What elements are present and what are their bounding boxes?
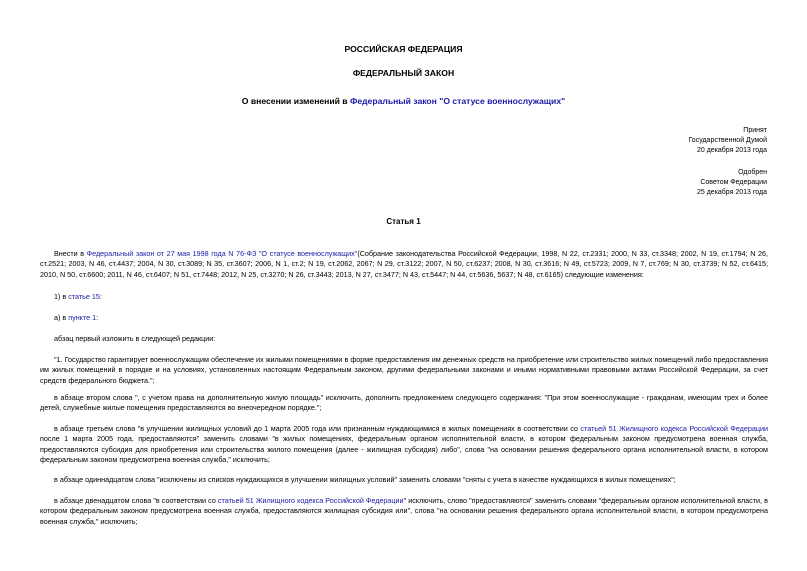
third-abzac-text-end: после 1 марта 2005 года, предоставляются" заменить словами "в жилых помещениях, федеральным органом исполнительной власти, в котором федеральным законом предусмотрена военная служба, предоставляются субсидия для приобретения или строительства жилого помещения (далее - жилищная субсидия) либо", слова "на основании решения федерального органа исполнительной власти, в котором федеральным законом предусмотрена военная служба," исключить; — [40, 434, 768, 465]
paragraph-eleventh-abzac: в абзаце одиннадцатом слова "исключены из списков нуждающихся в улучшении жилищных условий" заменить словами "сняты с учета в качестве нуждающихся в жилых помещениях"; — [54, 475, 676, 484]
subitem-a-text: а) в — [54, 313, 69, 322]
law-title-link[interactable]: Федеральный закон "О статусе военнослужащих" — [349, 96, 566, 106]
item-1-text: 1) в — [54, 292, 69, 301]
paragraph-twelfth-abzac — [40, 496, 768, 527]
paragraph-intro — [40, 249, 768, 280]
subitem-a-suffix: : — [96, 313, 99, 322]
article-15-link[interactable]: статье 15 — [68, 292, 100, 301]
intro-text-end: (Собрание законодательства Российской Федерации, 1998, N 22, ст.2331; 2000, N 33, ст.3348; 2002, N 19, ст.1794; N 26, ст.2521; 2003, N 46, ст.4437; 2004, N 30, ст.3089; N 35, ст.3607; 2006, N 1, ст.2; N 19, ст.2062, 2067; N 29, ст.3122; 2007, N 50, ст.6237; 2008, N 30, ст.3616; N 49, ст.5723; 2009, N 7, ст.769; N 30, ст.3739; N 52, ст.6415; 2010, N 50, ст.6600; 2011, N 46, ст.6407; N 51, ст.7448; 2012, N 25, ст.3270; N 26, ст.3443; 2013, N 27, ст.3477; N 43, ст.5447; N 44, ст.5636, 5637; N 48, ст.6165) следующие изменения: — [40, 249, 768, 279]
paragraph-new-wording: "1. Государство гарантирует военнослужащим обеспечение их жилыми помещениями в форме предоставления им денежных средств на приобретение или строительство жилых помещений либо предоставления им жилых помещений в порядке и на условиях, установленных настоящим Федеральным законом, другими федеральными законами и иными нормативными правовыми актами Российской Федерации, за счет средств федерального бюджета."; — [40, 355, 768, 385]
approved-date: 25 декабря 2013 года — [696, 189, 767, 197]
paragraph-subitem-a — [40, 313, 768, 323]
adopted-date: 20 декабря 2013 года — [696, 147, 767, 155]
twelfth-abzac-text-start: в абзаце двенадцатом слова "в соответствии со — [54, 496, 218, 505]
article-heading: Статья 1 — [386, 217, 421, 226]
paragraph-third-abzac — [40, 424, 768, 466]
paragraph-second-abzac: в абзаце втором слова ", с учетом права на дополнительную жилую площадь" исключить, дополнить предложением следующего содержания: "При этом военнослужащие - гражданам, имеющим трех и более детей, служебные жилые помещения предоставляются во внеочередном порядке."; — [40, 393, 768, 413]
approved-by: Советом Федерации — [700, 179, 767, 187]
adopted-label: Принят — [743, 127, 767, 134]
adopted-block — [567, 126, 767, 157]
item-1-suffix: : — [99, 292, 102, 301]
third-abzac-text-start: в абзаце третьем слова "в улучшении жилищных условий до 1 марта 2005 года или признанным нуждающимися в жилых помещениях в соответствии со — [54, 424, 581, 433]
law-title-prefix: О внесении изменений в — [241, 96, 350, 106]
approved-label: Одобрен — [738, 169, 767, 176]
law-title — [0, 96, 807, 106]
country-heading: РОССИЙСКАЯ ФЕДЕРАЦИЯ — [344, 44, 463, 54]
twelfth-abzac-text-end: " исключить, слово "предоставляются" заменить словами "федеральным органом исполнительной власти, в котором федеральным законом предусмотрена военная служба, предоставляются жилищная субсидия или", слова "на основании решения федерального органа исполнительной власти, в котором предусмотрена военная служба," исключить; — [40, 496, 768, 526]
law-reference-link[interactable]: Федеральный закон от 27 мая 1998 года N 76-ФЗ "О статусе военнослужащих" — [86, 249, 358, 258]
law-type-heading: ФЕДЕРАЛЬНЫЙ ЗАКОН — [352, 68, 455, 78]
approved-block — [567, 168, 767, 199]
housing-code-link-2[interactable]: статьей 51 Жилищного кодекса Российской Федерации — [217, 496, 404, 505]
intro-text-start: Внести в — [54, 249, 87, 258]
paragraph-item-1 — [40, 292, 768, 302]
adopted-by: Государственной Думой — [688, 137, 767, 145]
housing-code-link[interactable]: статьей 51 Жилищного кодекса Российской Федерации — [580, 424, 768, 433]
paragraph-first-abzac: абзац первый изложить в следующей редакции: — [54, 334, 216, 343]
point-1-link[interactable]: пункте 1 — [68, 313, 97, 322]
